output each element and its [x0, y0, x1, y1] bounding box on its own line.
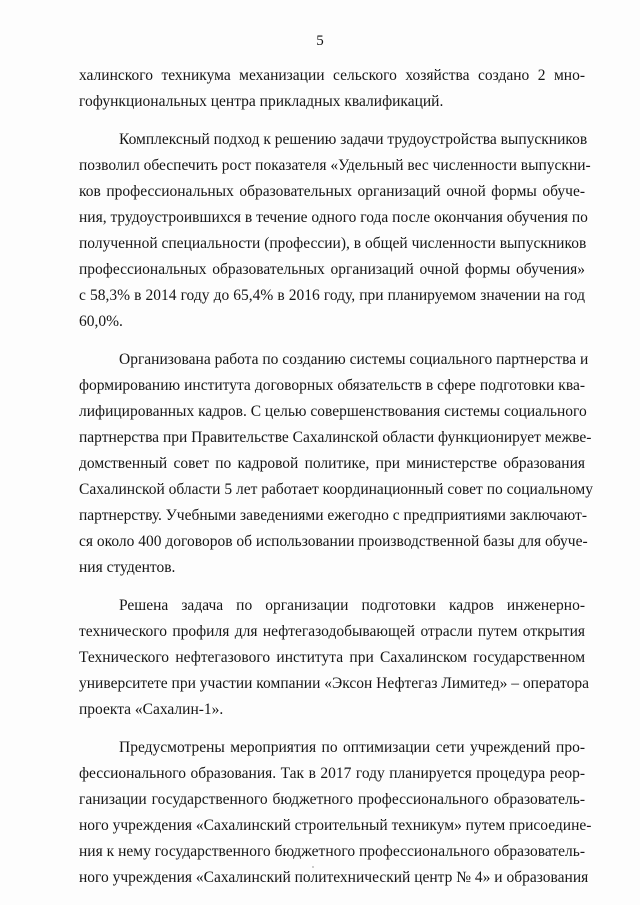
text-line: ся около 400 договоров об использовании производственной базы для обуче- [79, 533, 588, 550]
text-line: позволил обеспечить рост показателя «Удельный вес численности выпускни- [79, 157, 591, 174]
text-line: Организована работа по созданию системы социального партнерства и [119, 351, 589, 368]
text-line: ния к нему государственного бюджетного профессионального образователь- [79, 843, 585, 860]
paragraph-gap [79, 115, 585, 127]
text-line: с 58,3% в 2014 году до 65,4% в 2016 году, при планируемом значении на год [79, 287, 585, 304]
paragraph [79, 593, 589, 723]
text-line: ков профессиональных образовательных организаций очной формы обуче- [79, 183, 585, 200]
text-line: халинского техникума механизации сельского хозяйства создано 2 мно- [79, 67, 585, 84]
text-line: партнерства при Правительстве Сахалинской области функционирует межве- [79, 429, 592, 446]
document-body [79, 63, 593, 891]
scan-speck [312, 866, 314, 868]
text-line: ния студентов. [79, 559, 176, 576]
text-line: полученной специальности (профессии), в общей численности выпускников [79, 235, 587, 252]
text-line: лифицированных кадров. С целью совершенствования системы социального [79, 403, 587, 420]
text-line: Решена задача по организации подготовки кадров инженерно- [119, 597, 585, 614]
text-line: Комплексный подход к решению задачи трудоустройства выпускников [119, 131, 588, 148]
text-line: домственный совет по кадровой политике, при министерстве образования [79, 455, 585, 472]
text-line: ния, трудоустроившихся в течение одного года после окончания обучения по [79, 209, 588, 226]
paragraph [79, 63, 585, 115]
paragraph [79, 735, 592, 891]
text-line: профессиональных образовательных организаций очной формы обучения» [79, 261, 585, 278]
text-line: Технического нефтегазового института при Сахалинском государственном [79, 649, 585, 666]
text-line: партнерству. Учебными заведениями ежегодно с предприятиями заключают- [79, 507, 587, 524]
paragraph [79, 127, 591, 335]
paragraph-gap [79, 723, 585, 735]
text-line: университете при участии компании «Эксон Нефтегаз Лимитед» – оператора [79, 675, 589, 692]
text-line: ного учреждения «Сахалинский политехнический центр № 4» и образования [79, 869, 589, 886]
text-line: формированию института договорных обязательств в сфере подготовки ква- [79, 377, 585, 394]
page-number: 5 [316, 33, 324, 49]
text-line: Сахалинской области 5 лет работает координационный совет по социальному [79, 481, 593, 498]
paragraph-gap [79, 335, 585, 347]
paragraph-gap [79, 581, 585, 593]
text-line: ного учреждения «Сахалинский строительный техникум» путем присоедине- [79, 817, 592, 834]
paragraph [79, 347, 593, 581]
text-line: гофункциональных центра прикладных квалификаций. [79, 93, 444, 110]
text-line: фессионального образования. Так в 2017 году планируется процедура реор- [79, 765, 585, 782]
text-line: 60,0%. [79, 313, 123, 330]
text-line: Предусмотрены мероприятия по оптимизации сети учреждений про- [119, 739, 585, 756]
text-line: технического профиля для нефтегазодобывающей отрасли путем открытия [79, 623, 585, 640]
text-line: проекта «Сахалин-1». [79, 701, 224, 718]
text-line: ганизации государственного бюджетного профессионального образователь- [79, 791, 585, 808]
